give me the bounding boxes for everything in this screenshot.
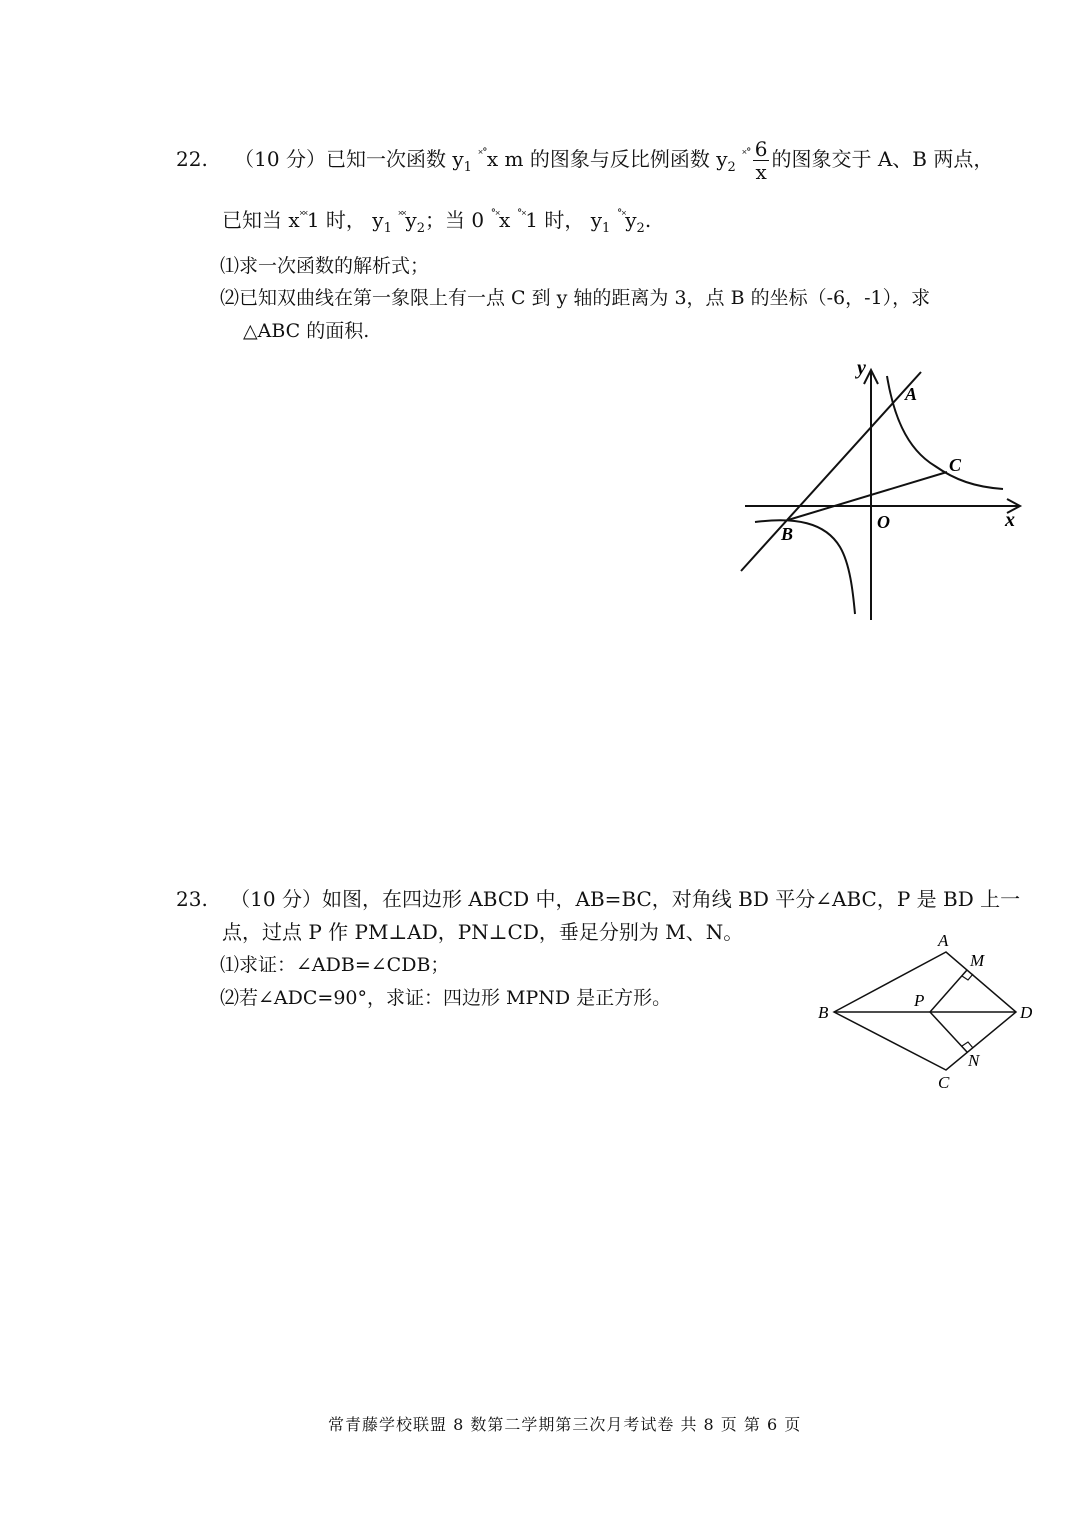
q22-line2-glyph4: ˚˟	[516, 208, 526, 222]
label-x: x	[1005, 509, 1015, 531]
label-y: y	[857, 357, 866, 379]
label-a: A	[905, 384, 918, 404]
q22-line2-sub2: 2	[416, 221, 425, 236]
segment-pm	[930, 970, 967, 1012]
q23-line2: 点，过点 P 作 PM⊥AD，PN⊥CD，垂足分别为 M、N。	[222, 920, 744, 944]
label-c: C	[938, 1073, 950, 1092]
q22-line2-g: y	[625, 208, 637, 232]
q22-line2-sub1: 1	[383, 221, 392, 236]
q22-line2-b: 1 时， y	[306, 208, 384, 232]
q22-subquestion-1: ⑴求一次函数的解析式；	[220, 255, 430, 277]
q22-y2-sub: 2	[727, 160, 736, 175]
q23-subquestion-1: ⑴求证：∠ADB=∠CDB；	[220, 954, 450, 976]
q22-line1	[176, 138, 993, 183]
q22-subquestion-2-cont: △ABC 的面积.	[243, 320, 370, 342]
q22-points-text: （10 分）已知一次函数 y	[234, 147, 464, 171]
page-footer: 常青藤学校联盟 8 数第二学期第三次月考试卷 共 8 页 第 6 页	[328, 1415, 802, 1434]
q22-line2-sub4: 2	[636, 221, 645, 236]
q22-line2-glyph2: ˟˟	[398, 208, 406, 222]
q23-line1	[176, 886, 1020, 912]
q22-x-m-text: x m 的图象与反比例函数 y	[486, 147, 728, 171]
q22-tail-text: 的图象交于 A、B 两点，	[771, 147, 994, 171]
q22-line2-a: 已知当 x	[222, 208, 300, 232]
segment-bc	[788, 472, 947, 520]
q22-fraction	[753, 138, 770, 183]
q22-line2-f: 1 时， y	[525, 208, 602, 232]
q22-frac-top: 6	[754, 137, 768, 161]
label-o: O	[877, 512, 890, 532]
q22-line2-c: y	[405, 208, 417, 232]
q22-line2-glyph3: ˚˟	[490, 208, 500, 222]
label-a: A	[938, 931, 949, 950]
q22-equals-glyph-2: ˟˚	[742, 147, 751, 161]
q22-line2-e: x	[499, 208, 511, 232]
segment-pn	[930, 1012, 967, 1052]
quadrilateral-abcd	[834, 952, 1016, 1070]
label-m: M	[970, 951, 985, 970]
q22-frac-bot: x	[755, 160, 767, 184]
q22-line2-sub3: 1	[602, 221, 611, 236]
hyperbola-third-quadrant	[755, 520, 855, 614]
linear-function-line	[741, 372, 921, 571]
label-p: P	[914, 991, 925, 1010]
label-c: C	[949, 455, 962, 475]
q23-quadrilateral-figure	[812, 928, 1042, 1094]
q23-subquestion-2: ⑵若∠ADC=90°，求证：四边形 MPND 是正方形。	[220, 987, 672, 1009]
q22-line2-d: ；当 0	[424, 208, 485, 232]
label-n: N	[968, 1051, 980, 1070]
q22-line2-glyph5: ˚˟	[616, 208, 626, 222]
q22-equals-glyph: ˟˚	[478, 147, 487, 161]
q22-line2-h: .	[644, 208, 652, 232]
right-angle-mark-n	[962, 1042, 973, 1048]
label-d: D	[1020, 1003, 1033, 1022]
label-b: B	[818, 1003, 829, 1022]
q22-line2-glyph1: ˟˟	[299, 208, 307, 222]
q23-number: 23.	[176, 887, 208, 911]
label-b: B	[781, 524, 794, 544]
q22-number: 22.	[176, 147, 208, 171]
q22-subquestion-2: ⑵已知双曲线在第一象限上有一点 C 到 y 轴的距离为 3，点 B 的坐标（-6，-1），求	[220, 287, 931, 309]
q22-line2	[222, 202, 651, 242]
q22-graph-figure	[735, 352, 1035, 627]
q22-y1-sub: 1	[463, 160, 472, 175]
q23-line1-text: （10 分）如图，在四边形 ABCD 中，AB=BC，对角线 BD 平分∠ABC，P 是 BD 上一	[230, 887, 1021, 911]
